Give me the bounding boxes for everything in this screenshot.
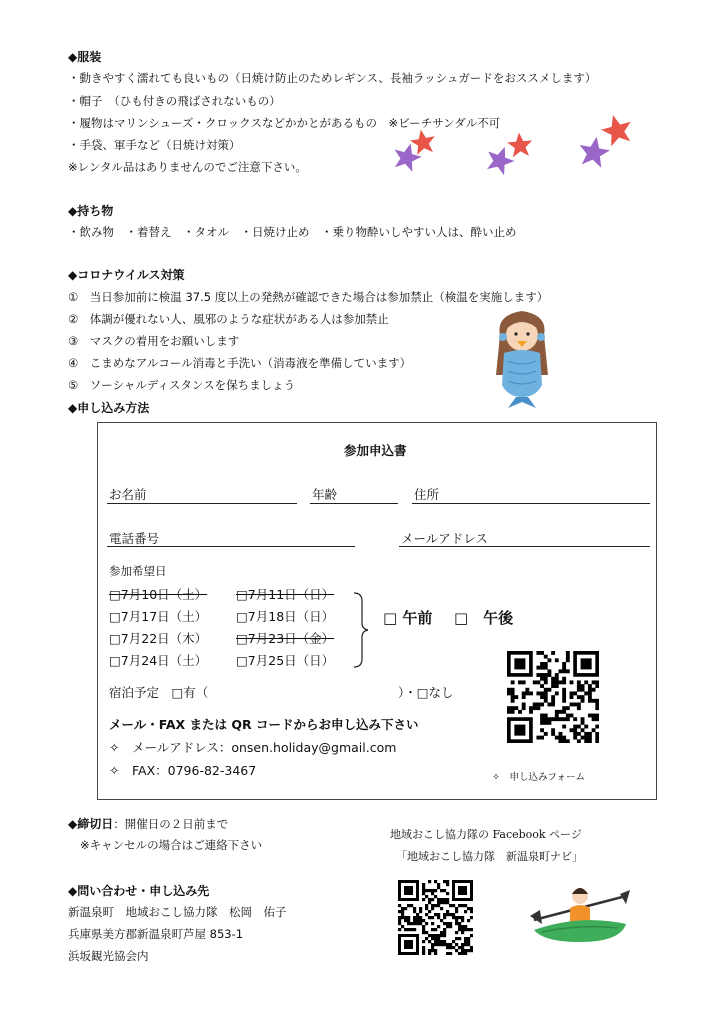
- email-field[interactable]: [399, 546, 650, 547]
- inquiry-line: 兵庫県美方郡新温泉町芦屋 853-1: [68, 927, 244, 941]
- date-option-jul18[interactable]: □7月18日（日）: [236, 609, 335, 624]
- deadline-line: [68, 815, 228, 832]
- qr-caption: ✧ 申し込みフォーム: [492, 772, 585, 783]
- phone-field[interactable]: [107, 546, 355, 547]
- qr-code-application-form[interactable]: [507, 651, 599, 743]
- facebook-line1: 地域おこし協力隊の Facebook ページ: [390, 828, 582, 841]
- stay-yes-option[interactable]: 宿泊予定 □有（: [109, 685, 209, 700]
- am-option[interactable]: □ 午前: [383, 609, 433, 627]
- deadline-text: ：開催日の２日前まで: [113, 817, 229, 831]
- mermaid-illustration: [486, 305, 558, 410]
- inquiry-line: 新温泉町 地域おこし協力隊 松岡 佑子: [68, 905, 287, 919]
- date-option-jul24[interactable]: □7月24日（土）: [109, 653, 208, 668]
- name-label: お名前: [109, 487, 147, 502]
- email-label: メールアドレス: [401, 531, 488, 546]
- qr-code-facebook[interactable]: [398, 880, 473, 955]
- bracket-icon: [352, 591, 372, 669]
- covid-item: ② 体調が優れない人、風邪のような症状がある人は参加禁止: [68, 312, 389, 326]
- clothing-item: ・履物はマリンシューズ・クロックスなどかかとがあるもの ※ビーチサンダル不可: [68, 116, 501, 130]
- date-option-jul11[interactable]: □7月11日（日）: [236, 587, 335, 602]
- inquiry-line: 浜坂観光協会内: [68, 949, 149, 963]
- inquiry-heading: ◆問い合わせ・申し込み先: [68, 884, 210, 898]
- address-label: 住所: [414, 487, 440, 502]
- email-contact[interactable]: ✧ メールアドレス：onsen.holiday@gmail.com: [109, 740, 397, 755]
- application-form: [97, 422, 657, 800]
- date-option-jul23[interactable]: □7月23日（金）: [236, 631, 335, 646]
- clothing-item: ・帽子 （ひも付きの飛ばされないもの）: [68, 94, 281, 108]
- pm-option[interactable]: □ 午後: [454, 609, 514, 627]
- date-option-jul17[interactable]: □7月17日（土）: [109, 609, 208, 624]
- covid-item: ④ こまめなアルコール消毒と手洗い（消毒液を準備しています）: [68, 356, 412, 370]
- covid-item: ⑤ ソーシャルディスタンスを保ちましょう: [68, 378, 296, 392]
- starfish-illustration: [372, 112, 652, 192]
- address-field[interactable]: [412, 503, 650, 504]
- apply-heading: ◆申し込み方法: [68, 401, 150, 415]
- clothing-heading: ◆服装: [68, 50, 102, 64]
- age-field[interactable]: [310, 503, 398, 504]
- belongings-items: ・飲み物 ・着替え ・タオル ・日焼け止め ・乗り物酔いしやすい人は、酔い止め: [68, 225, 517, 239]
- contact-title: メール・FAX または QR コードからお申し込み下さい: [109, 717, 419, 732]
- covid-heading: ◆コロナウイルス対策: [68, 268, 185, 282]
- clothing-item: ・動きやすく濡れても良いもの（日焼け防止のためレギンス、長袖ラッシュガードをおススメします）: [68, 71, 597, 85]
- covid-item: ① 当日参加前に検温 37.5 度以上の発熱が確認できた場合は参加禁止（検温を実施します）: [68, 290, 549, 304]
- age-label: 年齢: [312, 487, 338, 502]
- date-option-jul25[interactable]: □7月25日（日）: [236, 653, 335, 668]
- name-field[interactable]: [107, 503, 297, 504]
- facebook-line2: 「地域おこし協力隊 新温泉町ナビ」: [396, 850, 583, 863]
- clothing-item: ・手袋、軍手など（日焼け対策）: [68, 138, 241, 152]
- kayak-illustration: [530, 880, 630, 950]
- deadline-heading: ◆締切日: [68, 817, 114, 831]
- covid-item: ③ マスクの着用をお願いします: [68, 334, 240, 348]
- cancel-note: ※キャンセルの場合はご連絡下さい: [80, 838, 263, 852]
- date-option-jul22[interactable]: □7月22日（木）: [109, 631, 208, 646]
- stay-no-option[interactable]: ）・□なし: [398, 685, 454, 700]
- form-title: 参加申込書: [344, 443, 407, 458]
- dates-label: 参加希望日: [109, 564, 167, 578]
- belongings-heading: ◆持ち物: [68, 204, 114, 218]
- fax-contact: ✧ FAX：0796-82-3467: [109, 763, 257, 778]
- phone-label: 電話番号: [109, 531, 160, 546]
- date-option-jul10[interactable]: □7月10日（土）: [109, 587, 208, 602]
- clothing-note: ※レンタル品はありませんのでご注意下さい。: [68, 160, 307, 174]
